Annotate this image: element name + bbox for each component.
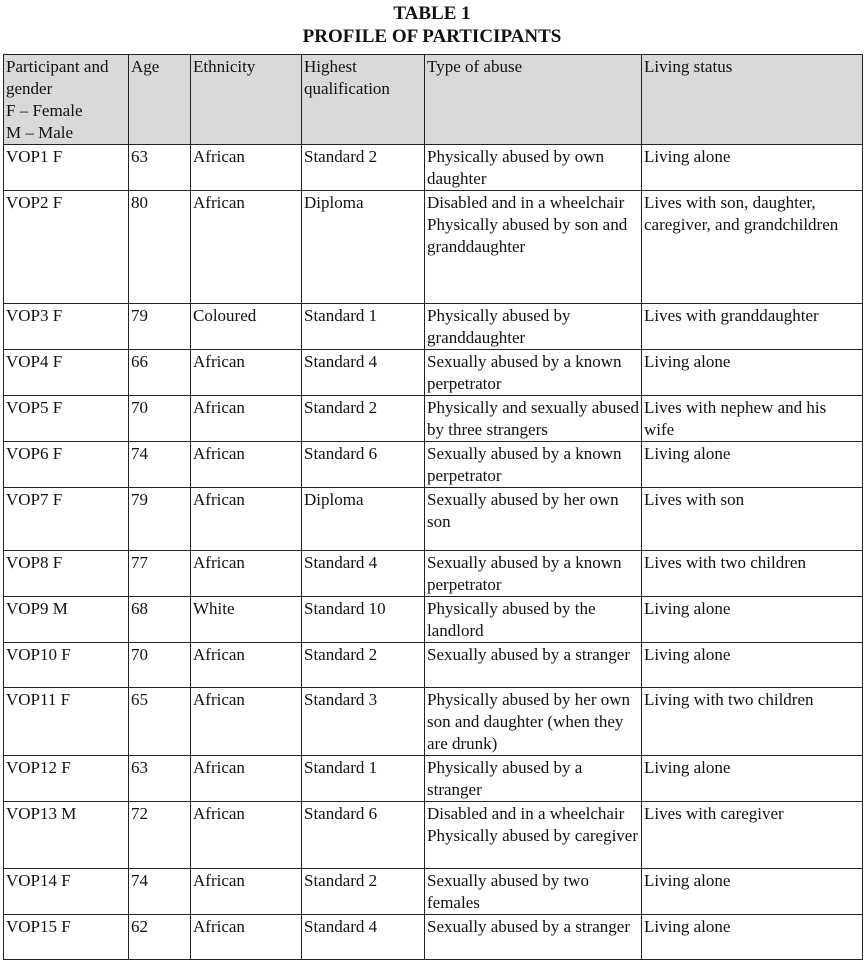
cell-age: 74 <box>129 869 191 915</box>
header-ethnicity: Ethnicity <box>191 55 302 145</box>
cell-abuse-type: Disabled and in a wheelchair Physically abused by caregiver <box>425 802 642 869</box>
cell-abuse-type: Sexually abused by a stranger <box>425 915 642 960</box>
cell-living-status: Lives with caregiver <box>642 802 863 869</box>
cell-abuse-type: Physically abused by granddaughter <box>425 304 642 350</box>
cell-living-status: Living alone <box>642 442 863 488</box>
cell-abuse-type: Physically abused by a stranger <box>425 756 642 802</box>
cell-age: 63 <box>129 145 191 191</box>
cell-ethnicity: White <box>191 597 302 643</box>
cell-participant: VOP13 M <box>4 802 129 869</box>
cell-abuse-type: Sexually abused by two females <box>425 869 642 915</box>
header-participant <box>4 55 129 145</box>
cell-abuse-type: Sexually abused by a known perpetrator <box>425 551 642 597</box>
cell-ethnicity: African <box>191 191 302 304</box>
cell-participant: VOP7 F <box>4 488 129 551</box>
cell-qualification: Standard 2 <box>302 643 425 688</box>
table-row <box>4 756 863 802</box>
cell-qualification: Diploma <box>302 191 425 304</box>
cell-ethnicity: African <box>191 688 302 756</box>
header-qualification-line: qualification <box>304 79 390 98</box>
cell-living-status: Lives with two children <box>642 551 863 597</box>
cell-living-status: Living alone <box>642 350 863 396</box>
cell-participant: VOP6 F <box>4 442 129 488</box>
table-body <box>4 145 863 960</box>
header-participant-line: F – Female <box>6 101 83 120</box>
table-row <box>4 304 863 350</box>
cell-abuse-type: Physically abused by her own son and daughter (when they are drunk) <box>425 688 642 756</box>
cell-living-status: Living alone <box>642 643 863 688</box>
cell-age: 62 <box>129 915 191 960</box>
table-row <box>4 350 863 396</box>
cell-qualification: Standard 4 <box>302 915 425 960</box>
cell-ethnicity: African <box>191 869 302 915</box>
cell-qualification: Standard 10 <box>302 597 425 643</box>
table-row <box>4 396 863 442</box>
header-row <box>4 55 863 145</box>
table-row <box>4 488 863 551</box>
cell-participant: VOP11 F <box>4 688 129 756</box>
cell-participant: VOP15 F <box>4 915 129 960</box>
table-row <box>4 643 863 688</box>
table-row <box>4 551 863 597</box>
cell-age: 74 <box>129 442 191 488</box>
cell-participant: VOP12 F <box>4 756 129 802</box>
cell-qualification: Standard 2 <box>302 396 425 442</box>
cell-ethnicity: African <box>191 551 302 597</box>
cell-qualification: Standard 4 <box>302 551 425 597</box>
table-row <box>4 442 863 488</box>
cell-living-status: Living alone <box>642 145 863 191</box>
cell-ethnicity: African <box>191 643 302 688</box>
cell-participant: VOP3 F <box>4 304 129 350</box>
cell-age: 80 <box>129 191 191 304</box>
cell-qualification: Standard 6 <box>302 802 425 869</box>
cell-living-status: Living with two children <box>642 688 863 756</box>
table-title: PROFILE OF PARTICIPANTS <box>302 26 562 47</box>
cell-age: 63 <box>129 756 191 802</box>
header-qualification <box>302 55 425 145</box>
header-living-status: Living status <box>642 55 863 145</box>
cell-participant: VOP4 F <box>4 350 129 396</box>
cell-participant: VOP5 F <box>4 396 129 442</box>
cell-qualification: Standard 6 <box>302 442 425 488</box>
cell-participant: VOP9 M <box>4 597 129 643</box>
header-participant-line: M – Male <box>6 123 74 142</box>
cell-ethnicity: African <box>191 145 302 191</box>
cell-living-status: Living alone <box>642 869 863 915</box>
cell-qualification: Standard 4 <box>302 350 425 396</box>
header-age: Age <box>129 55 191 145</box>
cell-living-status: Living alone <box>642 597 863 643</box>
cell-age: 66 <box>129 350 191 396</box>
cell-qualification: Standard 1 <box>302 756 425 802</box>
cell-age: 79 <box>129 304 191 350</box>
cell-ethnicity: African <box>191 350 302 396</box>
header-participant-line: gender <box>6 79 53 98</box>
header-qualification-line: Highest <box>304 57 357 76</box>
cell-qualification: Standard 3 <box>302 688 425 756</box>
cell-ethnicity: African <box>191 488 302 551</box>
cell-age: 70 <box>129 396 191 442</box>
cell-age: 65 <box>129 688 191 756</box>
table-row <box>4 597 863 643</box>
cell-qualification: Standard 2 <box>302 145 425 191</box>
cell-abuse-type: Sexually abused by a known perpetrator <box>425 350 642 396</box>
header-abuse-type: Type of abuse <box>425 55 642 145</box>
cell-age: 70 <box>129 643 191 688</box>
cell-abuse-type: Sexually abused by a known perpetrator <box>425 442 642 488</box>
cell-ethnicity: African <box>191 756 302 802</box>
table-row <box>4 802 863 869</box>
table-row <box>4 688 863 756</box>
cell-living-status: Lives with granddaughter <box>642 304 863 350</box>
cell-participant: VOP1 F <box>4 145 129 191</box>
cell-living-status: Living alone <box>642 756 863 802</box>
cell-living-status: Lives with nephew and his wife <box>642 396 863 442</box>
cell-living-status: Lives with son <box>642 488 863 551</box>
cell-abuse-type: Sexually abused by her own son <box>425 488 642 551</box>
table-row <box>4 145 863 191</box>
cell-age: 68 <box>129 597 191 643</box>
cell-ethnicity: Coloured <box>191 304 302 350</box>
cell-ethnicity: African <box>191 396 302 442</box>
cell-participant: VOP14 F <box>4 869 129 915</box>
table-row <box>4 191 863 304</box>
cell-abuse-type: Physically abused by own daughter <box>425 145 642 191</box>
cell-abuse-type: Disabled and in a wheelchair Physically abused by son and granddaughter <box>425 191 642 304</box>
cell-age: 79 <box>129 488 191 551</box>
header-participant-line: Participant and <box>6 57 109 76</box>
cell-living-status: Living alone <box>642 915 863 960</box>
cell-abuse-type: Physically abused by the landlord <box>425 597 642 643</box>
cell-ethnicity: African <box>191 915 302 960</box>
cell-ethnicity: African <box>191 442 302 488</box>
cell-qualification: Standard 1 <box>302 304 425 350</box>
cell-age: 72 <box>129 802 191 869</box>
cell-qualification: Diploma <box>302 488 425 551</box>
cell-participant: VOP10 F <box>4 643 129 688</box>
cell-abuse-type: Physically and sexually abused by three strangers <box>425 396 642 442</box>
cell-qualification: Standard 2 <box>302 869 425 915</box>
cell-abuse-type: Sexually abused by a stranger <box>425 643 642 688</box>
cell-participant: VOP2 F <box>4 191 129 304</box>
cell-participant: VOP8 F <box>4 551 129 597</box>
cell-ethnicity: African <box>191 802 302 869</box>
participants-table <box>3 54 863 960</box>
cell-age: 77 <box>129 551 191 597</box>
cell-living-status: Lives with son, daughter, caregiver, and grandchildren <box>642 191 863 304</box>
table-number: TABLE 1 <box>393 3 471 24</box>
table-row <box>4 869 863 915</box>
